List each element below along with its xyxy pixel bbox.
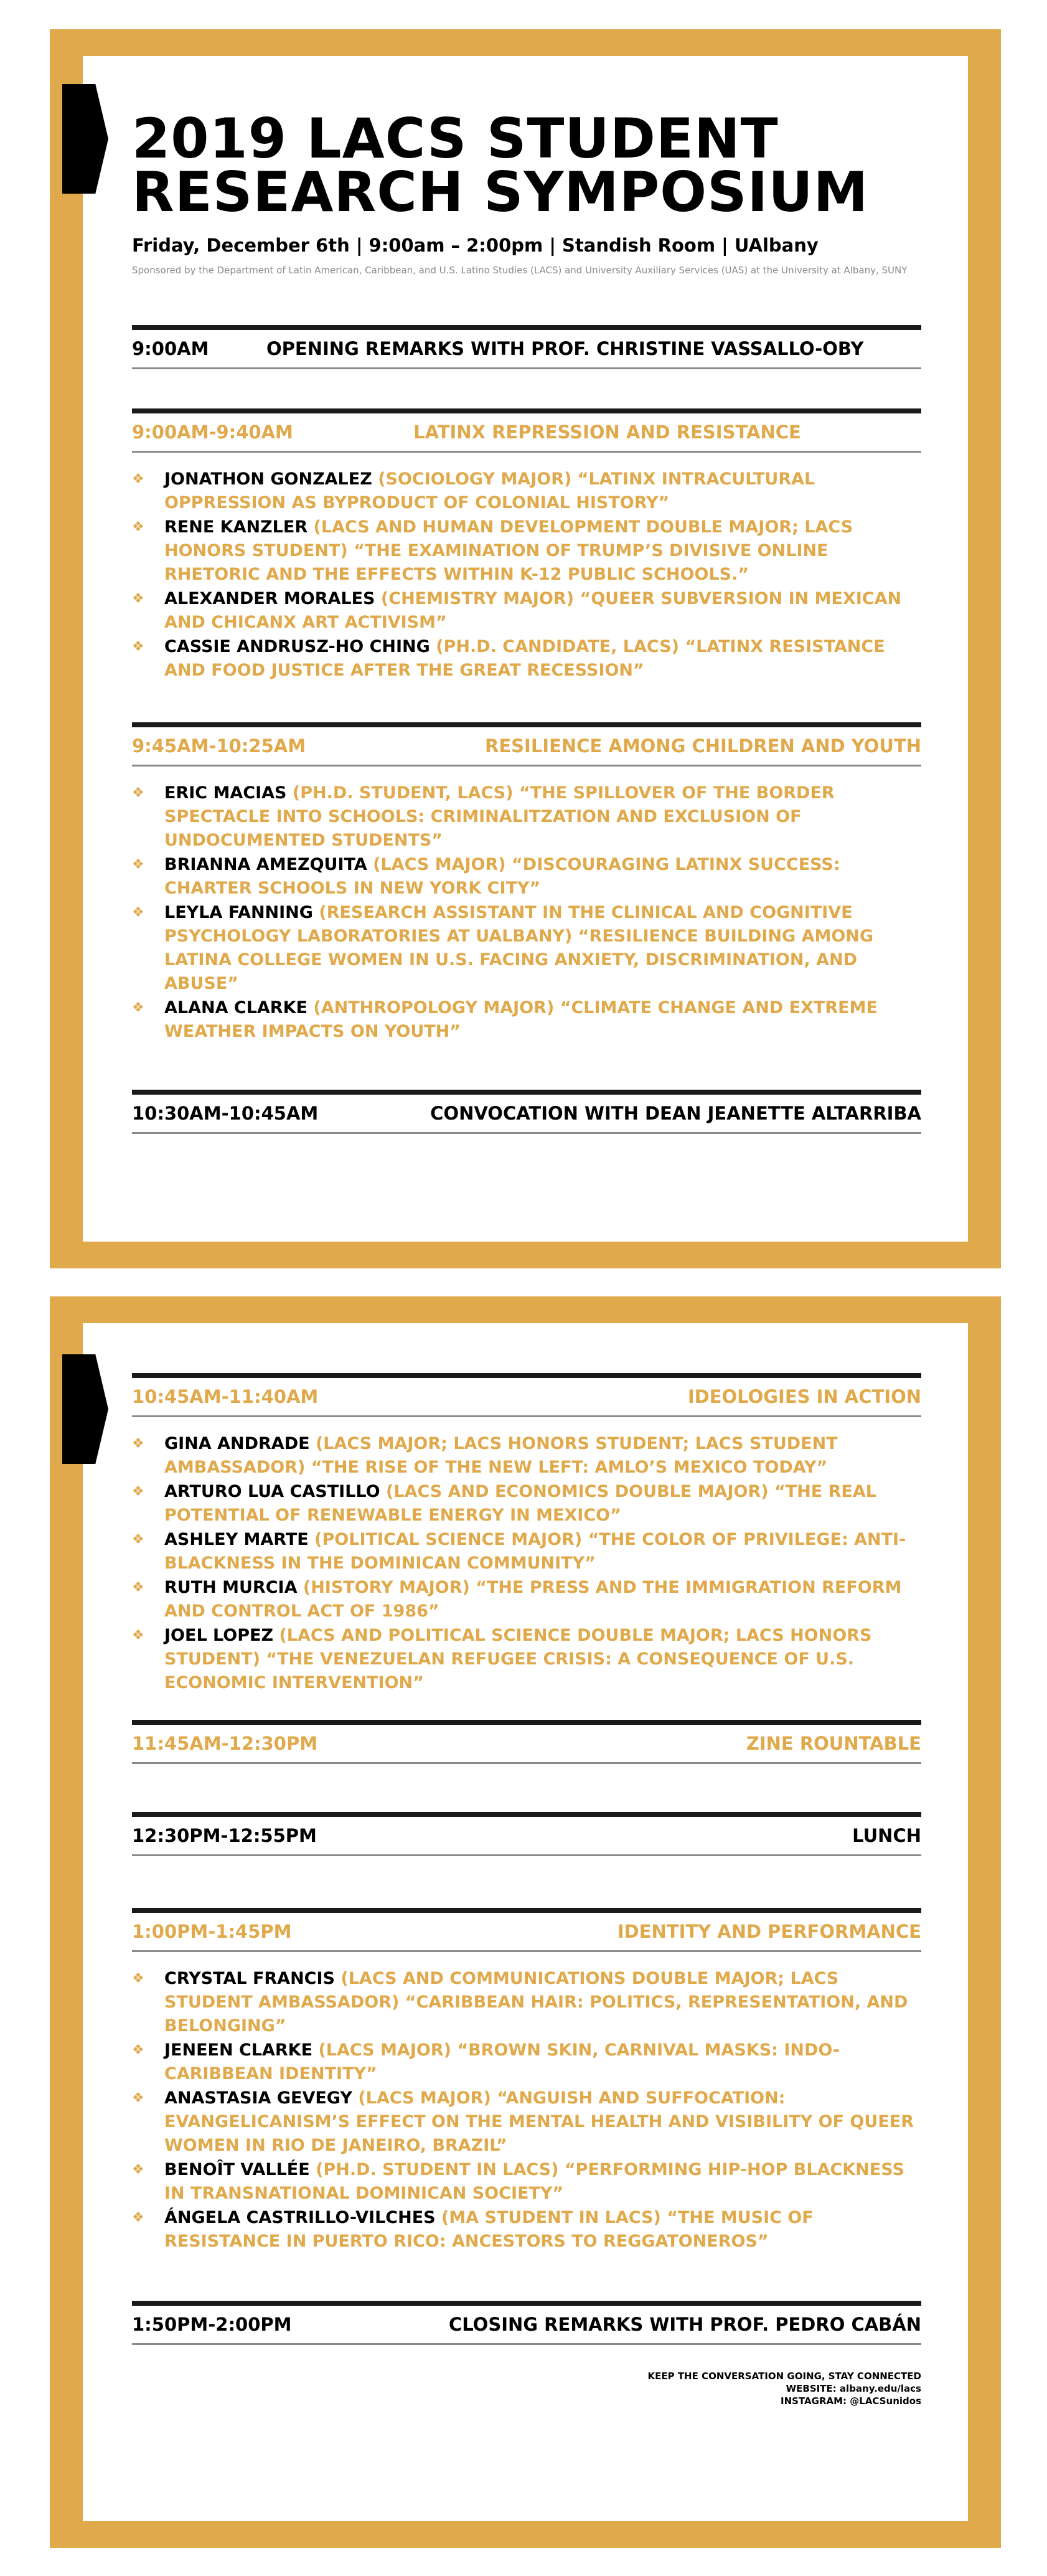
bullet-icon: ❖ <box>132 2042 144 2058</box>
presenter-name: RENE KANZLER <box>164 517 308 537</box>
list-item <box>132 516 921 587</box>
talk-list <box>132 1432 921 1695</box>
bullet-icon: ❖ <box>132 1484 144 1499</box>
presenter-name: JENEEN CLARKE <box>164 2041 313 2060</box>
list-item <box>132 2158 921 2206</box>
session-header <box>132 722 921 767</box>
bullet-icon: ❖ <box>132 1436 144 1451</box>
list-item <box>132 1967 921 2038</box>
talk-description: (MA STUDENT IN LACS) “THE MUSIC OF RESISTANCE IN PUERTO RICO: ANCESTORS TO REGGATONEROS” <box>164 2208 814 2251</box>
list-item <box>132 1432 921 1479</box>
talk-description: (RESEARCH ASSISTANT IN THE CLINICAL AND COGNITIVE PSYCHOLOGY LABORATORIES AT UALBANY) “RESILIENCE BUILDING AMONG LATINA COLLEGE WOMEN IN U.S. FACING ANXIETY, DISCRIMINATION, AND ABUSE” <box>164 903 874 993</box>
presenter-name: ÁNGELA CASTRILLO-VILCHES <box>164 2208 436 2227</box>
list-item <box>132 1624 921 1695</box>
bullet-icon: ❖ <box>132 639 144 654</box>
talk-description: (LACS AND COMMUNICATIONS DOUBLE MAJOR; LACS STUDENT AMBASSADOR) “CARIBBEAN HAIR: POLITICS, REPRESENTATION, AND BELONGING” <box>164 1969 908 2036</box>
talk-description: (LACS AND HUMAN DEVELOPMENT DOUBLE MAJOR; LACS HONORS STUDENT) “THE EXAMINATION OF TRUMP’S DIVISIVE ONLINE RHETORIC AND THE EFFECTS WITHIN K-12 PUBLIC SCHOOLS.” <box>164 517 853 584</box>
presenter-name: ERIC MACIAS <box>164 783 287 803</box>
session-title: OPENING REMARKS WITH PROF. CHRISTINE VASSALLO-OBY <box>266 338 864 359</box>
talk-description: (LACS AND POLITICAL SCIENCE DOUBLE MAJOR; LACS HONORS STUDENT) “THE VENEZUELAN REFUGEE CRISIS: A CONSEQUENCE OF U.S. ECONOMIC INTERVENTION” <box>164 1626 872 1692</box>
session-header <box>132 2301 921 2345</box>
sponsor-note: Sponsored by the Department of Latin American, Caribbean, and U.S. Latino Studies (LACS) and University Auxiliary Services (UAS) at the University at Albany, SUNY <box>132 265 908 276</box>
session-header <box>132 1090 921 1134</box>
talk-description: (LACS MAJOR) “DISCOURAGING LATINX SUCCESS: CHARTER SCHOOLS IN NEW YORK CITY” <box>164 855 840 898</box>
bullet-icon: ❖ <box>132 857 144 872</box>
session-latinx-repression <box>132 408 921 683</box>
talk-list <box>132 468 921 682</box>
session-title: CLOSING REMARKS WITH PROF. PEDRO CABÁN <box>448 2314 921 2335</box>
presenter-name: BENOÎT VALLÉE <box>164 2160 310 2179</box>
presenter-name: BRIANNA AMEZQUITA <box>164 855 367 874</box>
talk-description: (PH.D. STUDENT IN LACS) “PERFORMING HIP-HOP BLACKNESS IN TRANSNATIONAL DOMINICAN SOCIETY” <box>164 2160 904 2203</box>
list-item <box>132 853 921 900</box>
talk-description: (ANTHROPOLOGY MAJOR) “CLIMATE CHANGE AND EXTREME WEATHER IMPACTS ON YOUTH” <box>164 998 878 1041</box>
session-time: 10:30AM-10:45AM <box>132 1103 319 1124</box>
bullet-icon: ❖ <box>132 2162 144 2177</box>
session-title: ZINE ROUNTABLE <box>746 1733 921 1754</box>
presenter-name: ARTURO LUA CASTILLO <box>164 1482 380 1501</box>
session-title: LATINX REPRESSION AND RESISTANCE <box>413 422 801 443</box>
session-zine <box>132 1720 921 1764</box>
bullet-icon: ❖ <box>132 1971 144 1986</box>
bullet-icon: ❖ <box>132 1532 144 1547</box>
event-details: Friday, December 6th | 9:00am – 2:00pm | Standish Room | UAlbany <box>132 235 819 256</box>
talk-list <box>132 1967 921 2253</box>
session-header <box>132 1373 921 1417</box>
talk-description: (PH.D. CANDIDATE, LACS) “LATINX RESISTANCE AND FOOD JUSTICE AFTER THE GREAT RECESSION” <box>164 637 885 680</box>
bullet-icon: ❖ <box>132 905 144 920</box>
session-lunch <box>132 1812 921 1856</box>
session-time: 1:00PM-1:45PM <box>132 1921 292 1942</box>
session-header <box>132 325 921 369</box>
footer-instagram[interactable]: INSTAGRAM: @LACSunidos <box>781 2395 921 2407</box>
contact-footer <box>132 2370 921 2407</box>
bullet-icon: ❖ <box>132 1628 144 1643</box>
session-time: 9:00AM <box>132 338 209 359</box>
session-time: 9:00AM-9:40AM <box>132 422 293 443</box>
session-title: CONVOCATION WITH DEAN JEANETTE ALTARRIBA <box>430 1103 921 1124</box>
session-header <box>132 1720 921 1764</box>
footer-website[interactable]: WEBSITE: albany.edu/lacs <box>786 2383 921 2394</box>
list-item <box>132 1528 921 1575</box>
list-item <box>132 2039 921 2086</box>
session-title: LUNCH <box>852 1825 921 1846</box>
bullet-icon: ❖ <box>132 1000 144 1016</box>
session-identity <box>132 1908 921 2254</box>
bullet-icon: ❖ <box>132 471 144 487</box>
talk-description: (LACS MAJOR) “ANGUISH AND SUFFOCATION: EVANGELICANISM’S EFFECT ON THE MENTAL HEALTH AND VISIBILITY OF QUEER WOMEN IN RIO DE JANEIRO, BRAZIL” <box>164 2088 914 2155</box>
presenter-name: JOEL LOPEZ <box>164 1626 274 1645</box>
session-header <box>132 1812 921 1856</box>
session-time: 9:45AM-10:25AM <box>132 735 306 757</box>
presenter-name: CASSIE ANDRUSZ-HO CHING <box>164 637 430 656</box>
presenter-name: RUTH MURCIA <box>164 1578 298 1597</box>
presenter-name: LEYLA FANNING <box>164 903 313 922</box>
talk-description: (LACS MAJOR; LACS HONORS STUDENT; LACS STUDENT AMBASSADOR) “THE RISE OF THE NEW LEFT: AMLO’S MEXICO TODAY” <box>164 1434 838 1477</box>
page-title <box>132 106 921 224</box>
talk-description: (HISTORY MAJOR) “THE PRESS AND THE IMMIGRATION REFORM AND CONTROL ACT OF 1986” <box>164 1578 902 1621</box>
session-title: RESILIENCE AMONG CHILDREN AND YOUTH <box>485 735 921 757</box>
talk-description: (LACS MAJOR) “BROWN SKIN, CARNIVAL MASKS: INDO-CARIBBEAN IDENTITY” <box>164 2041 840 2083</box>
list-item <box>132 2206 921 2253</box>
presenter-name: CRYSTAL FRANCIS <box>164 1969 335 1988</box>
list-item <box>132 1576 921 1623</box>
bullet-icon: ❖ <box>132 519 144 535</box>
presenter-name: ALANA CLARKE <box>164 998 308 1017</box>
bullet-icon: ❖ <box>132 1580 144 1595</box>
session-resilience <box>132 722 921 1044</box>
session-time: 11:45AM-12:30PM <box>132 1733 318 1754</box>
footer-tagline: KEEP THE CONVERSATION GOING, STAY CONNECTED <box>647 2371 921 2382</box>
session-time: 10:45AM-11:40AM <box>132 1386 319 1407</box>
session-time: 12:30PM-12:55PM <box>132 1825 317 1846</box>
talk-description: (PH.D. STUDENT, LACS) “THE SPILLOVER OF THE BORDER SPECTACLE INTO SCHOOLS: CRIMINALITZATION AND EXCLUSION OF UNDOCUMENTED STUDENTS” <box>164 783 835 850</box>
talk-description: (SOCIOLOGY MAJOR) “LATINX INTRACULTURAL OPPRESSION AS BYPRODUCT OF COLONIAL HISTORY” <box>164 469 815 512</box>
list-item <box>132 781 921 852</box>
bullet-icon: ❖ <box>132 785 144 801</box>
list-item <box>132 1480 921 1527</box>
talk-description: (LACS AND ECONOMICS DOUBLE MAJOR) “THE REAL POTENTIAL OF RENEWABLE ENERGY IN MEXICO” <box>164 1482 876 1525</box>
presenter-name: ASHLEY MARTE <box>164 1530 309 1549</box>
title-line-1: 2019 LACS STUDENT <box>132 106 779 171</box>
bullet-icon: ❖ <box>132 591 144 606</box>
list-item <box>132 901 921 996</box>
presenter-name: JONATHON GONZALEZ <box>164 469 372 489</box>
bullet-icon: ❖ <box>132 2210 144 2225</box>
presenter-name: ANASTASIA GEVEGY <box>164 2088 352 2108</box>
talk-description: (CHEMISTRY MAJOR) “QUEER SUBVERSION IN MEXICAN AND CHICANX ART ACTIVISM” <box>164 589 902 632</box>
session-title: IDENTITY AND PERFORMANCE <box>617 1921 921 1942</box>
list-item <box>132 468 921 515</box>
talk-list <box>132 781 921 1044</box>
session-time: 1:50PM-2:00PM <box>132 2314 292 2335</box>
header <box>132 106 921 276</box>
list-item <box>132 2087 921 2158</box>
session-convocation <box>132 1090 921 1134</box>
list-item <box>132 587 921 635</box>
session-title: IDEOLOGIES IN ACTION <box>687 1386 921 1407</box>
title-line-2: RESEARCH SYMPOSIUM <box>132 160 869 224</box>
presenter-name: ALEXANDER MORALES <box>164 589 375 608</box>
list-item <box>132 635 921 682</box>
session-header <box>132 408 921 453</box>
session-opening <box>132 325 921 369</box>
session-ideologies <box>132 1373 921 1696</box>
talk-description: (POLITICAL SCIENCE MAJOR) “THE COLOR OF PRIVILEGE: ANTI-BLACKNESS IN THE DOMINICAN COMMUNITY” <box>164 1530 906 1573</box>
bullet-icon: ❖ <box>132 2090 144 2106</box>
session-header <box>132 1908 921 1952</box>
presenter-name: GINA ANDRADE <box>164 1434 310 1453</box>
list-item <box>132 996 921 1044</box>
session-closing <box>132 2301 921 2407</box>
